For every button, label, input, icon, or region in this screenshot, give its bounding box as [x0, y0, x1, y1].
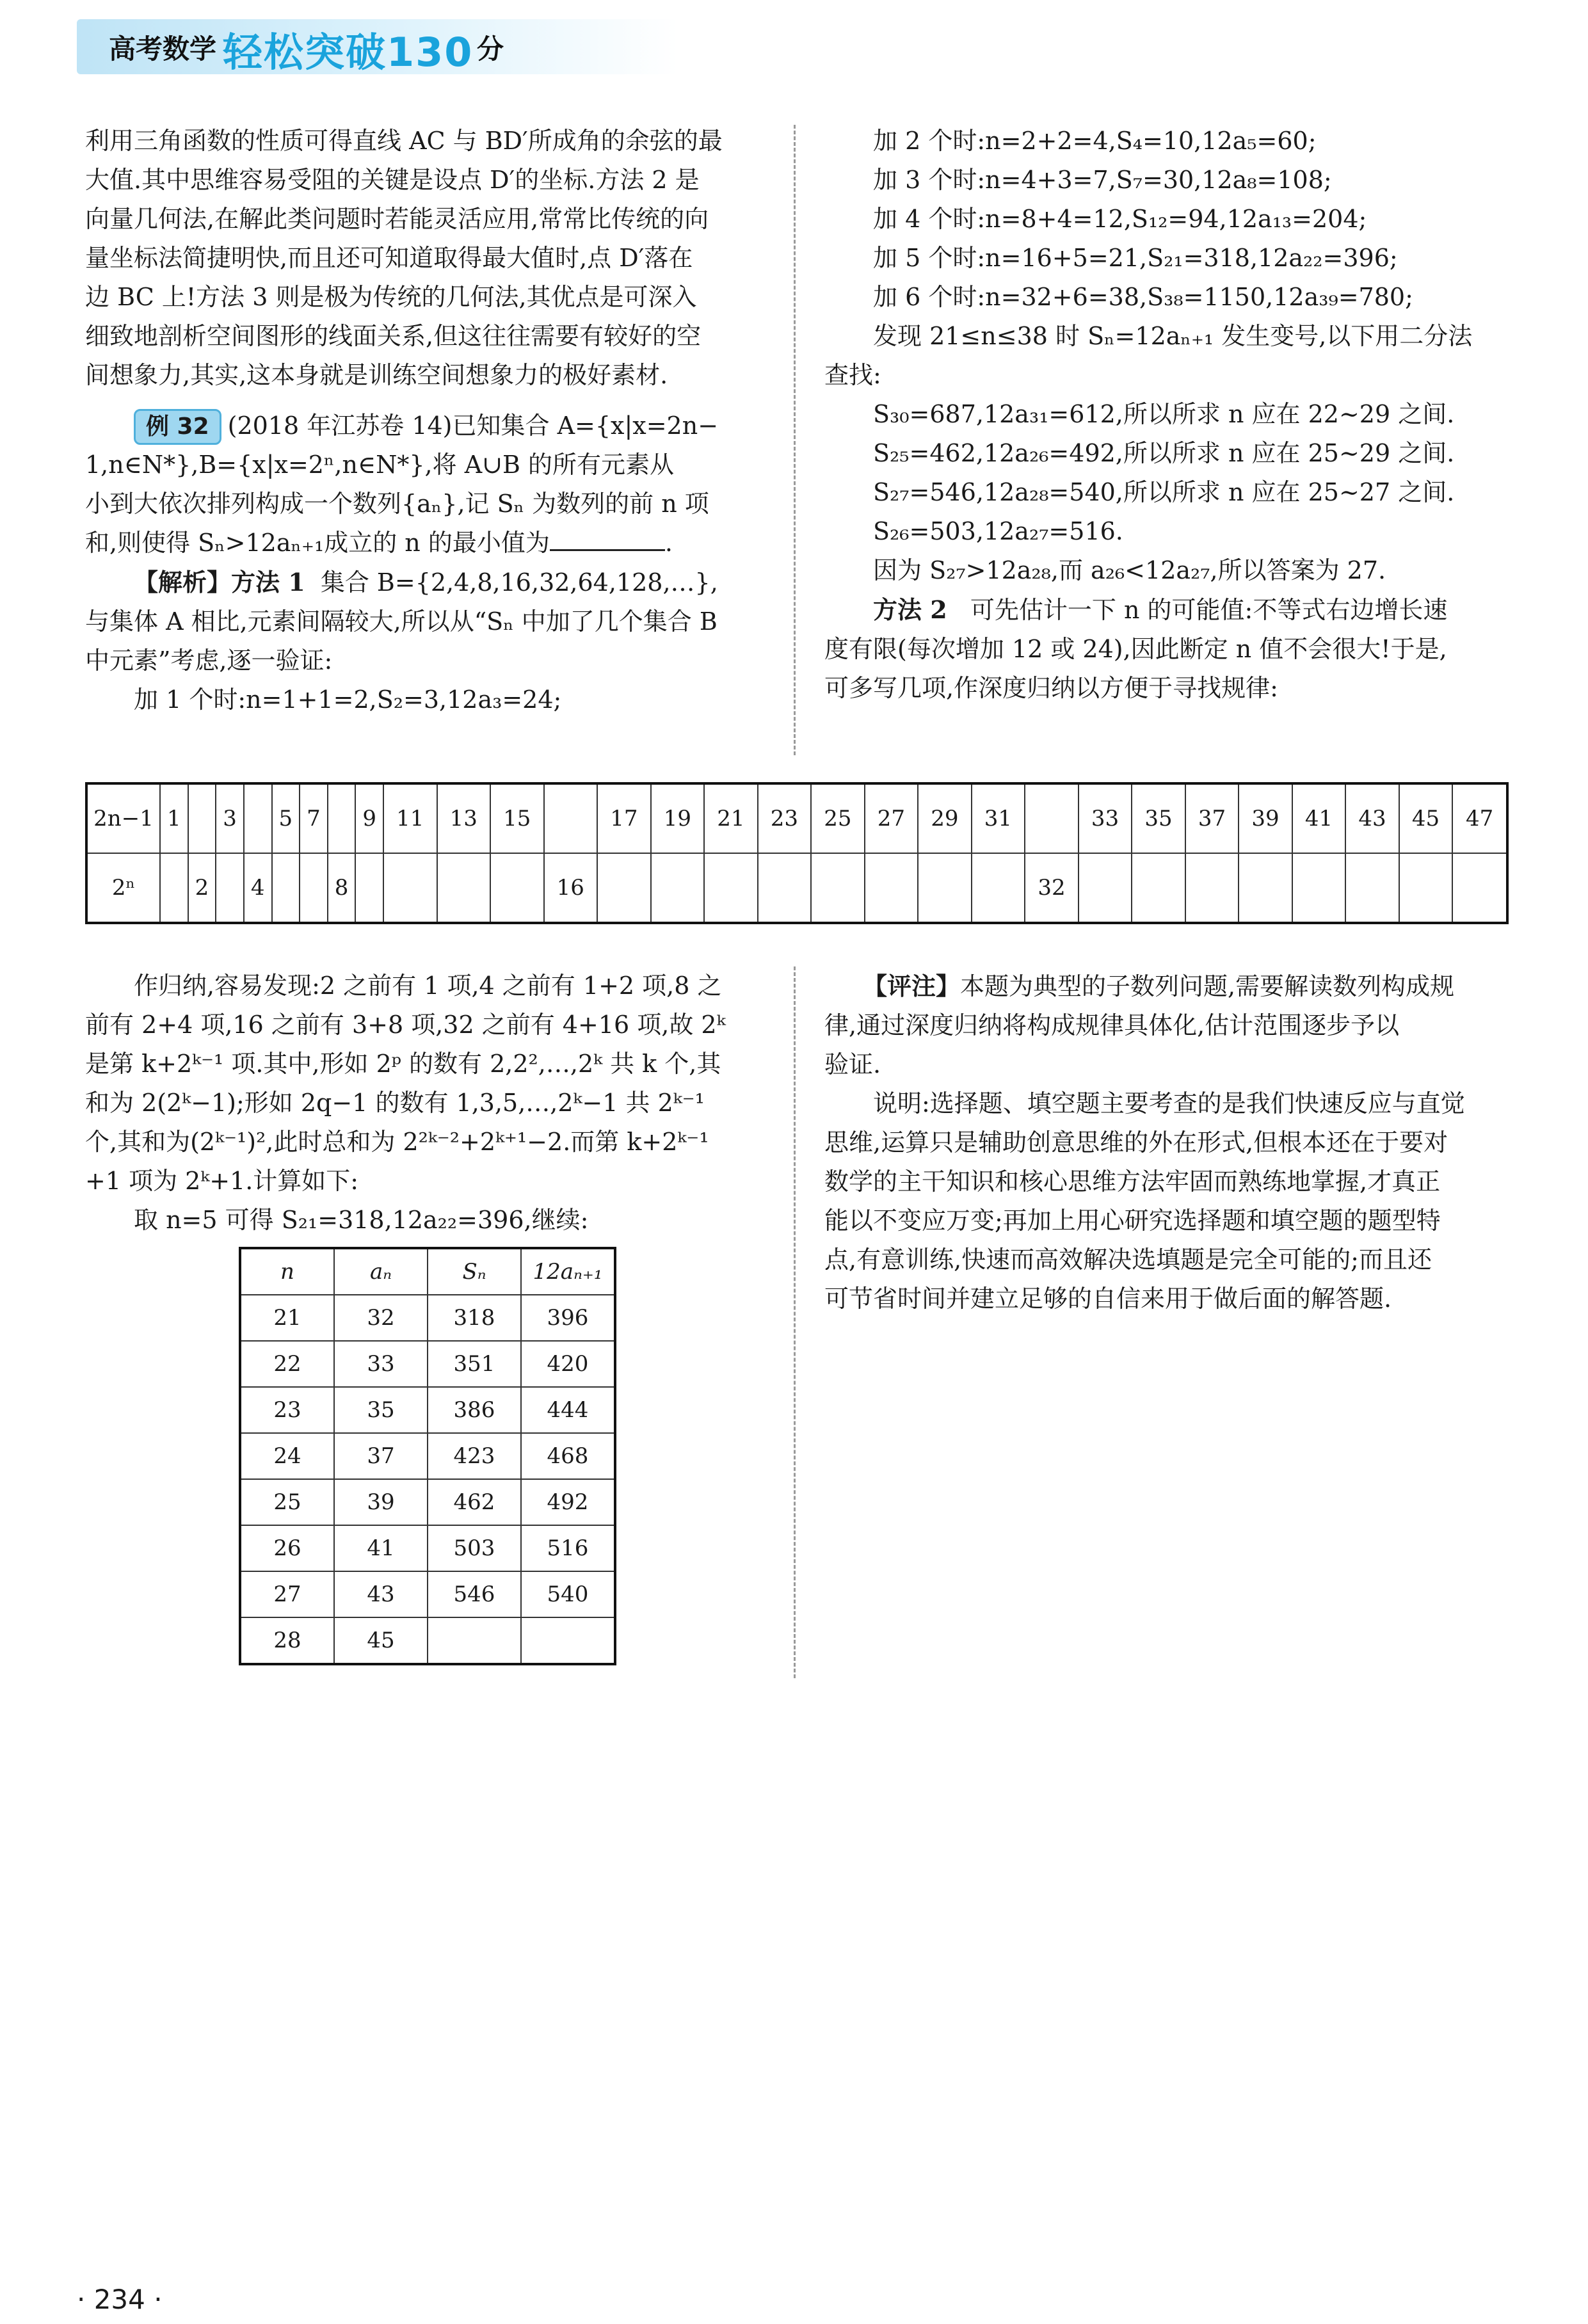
table-row [240, 1295, 615, 1341]
seq-cell-pow [1292, 853, 1346, 923]
comment-label: 【评注】 [863, 972, 961, 1000]
table-cell: 25 [240, 1479, 334, 1525]
table-cell: 39 [334, 1479, 428, 1525]
text-line: +1 项为 2ᵏ+1.计算如下: [85, 1167, 359, 1195]
method2-label: 方法 2 [873, 595, 947, 624]
page-number: · 234 · [77, 2284, 163, 2315]
seq-cell-pow [1132, 853, 1185, 923]
seq-cell-pow [1452, 853, 1507, 923]
text-line: 验证. [824, 1050, 881, 1078]
seq-cell-odd: 13 [437, 783, 491, 853]
table-cell: 462 [428, 1479, 521, 1525]
text-line: 利用三角函数的性质可得直线 AC 与 BD′所成角的余弦的最 [85, 127, 723, 155]
seq-cell-pow: 32 [1025, 853, 1079, 923]
seq-cell-pow [972, 853, 1025, 923]
table-cell: 396 [521, 1295, 615, 1341]
text-line: 前有 2+4 项,16 之前有 3+8 项,32 之前有 4+16 项,故 2ᵏ [85, 1011, 726, 1039]
comment-text: 本题为典型的子数列问题,需要解读数列构成规 [960, 972, 1455, 1000]
text-line: 思维,运算只是辅助创意思维的外在形式,但根本还在于要对 [824, 1128, 1448, 1157]
text-line: 向量几何法,在解此类问题时若能灵活应用,常常比传统的向 [85, 205, 709, 233]
table-cell: 351 [428, 1341, 521, 1387]
text-line: 数学的主干知识和核心思维方法牢固而熟练地掌握,才真正 [824, 1167, 1441, 1196]
table-cell: 503 [428, 1525, 521, 1571]
seq-cell-odd: 11 [383, 783, 437, 853]
seq-cell-odd: 7 [300, 783, 328, 853]
row-label-odd: 2n−1 [86, 783, 160, 853]
text-line: 是第 k+2ᵏ⁻¹ 项.其中,形如 2ᵖ 的数有 2,2²,…,2ᵏ 共 k 个,其 [85, 1050, 721, 1078]
text-line: 取 n=5 可得 S₂₁=318,12a₂₂=396,继续: [134, 1206, 589, 1234]
seq-cell-odd: 37 [1185, 783, 1239, 853]
text-line: 边 BC 上!方法 3 则是极为传统的几何法,其优点是可深入 [85, 283, 697, 311]
example-end: . [664, 529, 673, 557]
table-cell: 23 [240, 1387, 334, 1433]
seq-cell-odd: 41 [1292, 783, 1346, 853]
text-line: 度有限(每次增加 12 或 24),因此断定 n 值不会很大!于是, [824, 635, 1447, 663]
text-line: 中元素”考虑,逐一验证: [85, 646, 333, 675]
seq-cell-odd: 3 [216, 783, 244, 853]
sum-table-header-cell: aₙ [334, 1248, 428, 1295]
text-line: S₃₀=687,12a₃₁=612,所以所求 n 应在 22~29 之间. [873, 400, 1455, 428]
text-line: 小到大依次排列构成一个数列{aₙ},记 Sₙ 为数列的前 n 项 [85, 490, 709, 518]
sum-table-header-cell: 12aₙ₊₁ [521, 1248, 615, 1295]
method2-header [824, 590, 1505, 630]
table-row [240, 1341, 615, 1387]
table-cell: 546 [428, 1571, 521, 1617]
table-cell: 492 [521, 1479, 615, 1525]
text-line: 加 3 个时:n=4+3=7,S₇=30,12a₈=108; [873, 166, 1332, 194]
seq-cell-pow [865, 853, 918, 923]
table-cell: 22 [240, 1341, 334, 1387]
sum-table-header-cell: Sₙ [428, 1248, 521, 1295]
text-line: 和为 2(2ᵏ−1);形如 2q−1 的数有 1,3,5,…,2ᵏ−1 共 2ᵏ⁻¹ [85, 1089, 705, 1117]
sum-table-header [240, 1248, 615, 1295]
table-cell: 21 [240, 1295, 334, 1341]
seq-cell-pow [160, 853, 188, 923]
seq-cell-odd: 27 [865, 783, 918, 853]
seq-cell-pow [437, 853, 491, 923]
table-cell: 540 [521, 1571, 615, 1617]
text-line: 发现 21≤n≤38 时 Sₙ=12aₙ₊₁ 发生变号,以下用二分法 [873, 322, 1473, 350]
table-row [240, 1387, 615, 1433]
text-line: 作归纳,容易发现:2 之前有 1 项,4 之前有 1+2 项,8 之 [134, 972, 722, 1000]
text-line [85, 524, 764, 563]
odd-row [86, 783, 1507, 853]
seq-cell-pow [597, 853, 651, 923]
table-row [240, 1571, 615, 1617]
seq-cell-pow [1399, 853, 1453, 923]
seq-cell-pow: 8 [328, 853, 356, 923]
seq-cell-pow [355, 853, 383, 923]
seq-cell-odd: 19 [651, 783, 705, 853]
table-cell [428, 1617, 521, 1664]
table-cell: 43 [334, 1571, 428, 1617]
text-line: 律,通过深度归纳将构成规律具体化,估计范围逐步予以 [824, 1011, 1400, 1039]
table-cell: 32 [334, 1295, 428, 1341]
table-cell: 28 [240, 1617, 334, 1664]
seq-cell-pow [918, 853, 972, 923]
text-line: 量坐标法简捷明快,而且还可知道取得最大值时,点 D′落在 [85, 244, 693, 272]
seq-cell-odd: 1 [160, 783, 188, 853]
text-line: 加 4 个时:n=8+4=12,S₁₂=94,12a₁₃=204; [873, 205, 1367, 233]
sum-table-header-cell: n [240, 1248, 334, 1295]
text-line: 个,其和为(2ᵏ⁻¹)²,此时总和为 2²ᵏ⁻²+2ᵏ⁺¹−2.而第 k+2ᵏ⁻¹ [85, 1128, 709, 1156]
text-line: 因为 S₂₇>12a₂₈,而 a₂₆<12a₂₇,所以答案为 27. [873, 556, 1386, 584]
table-cell: 444 [521, 1387, 615, 1433]
header-series: 轻松突破130 [223, 29, 474, 76]
analysis-header [85, 563, 764, 602]
sequence-table [85, 782, 1509, 924]
seq-cell-odd [544, 783, 598, 853]
table-row [240, 1525, 615, 1571]
table-cell: 423 [428, 1433, 521, 1479]
seq-cell-pow [216, 853, 244, 923]
right-bottom-column [824, 966, 1505, 1318]
table-cell: 420 [521, 1341, 615, 1387]
seq-cell-odd: 45 [1399, 783, 1453, 853]
left-top-column [85, 122, 764, 719]
example-source: (2018 年江苏卷 14)已知集合 A={x|x=2n− [227, 412, 719, 440]
page-header [77, 19, 678, 74]
right-top-column [824, 122, 1505, 708]
text-line: S₂₇=546,12a₂₈=540,所以所求 n 应在 25~27 之间. [873, 478, 1455, 506]
seq-cell-odd: 33 [1079, 783, 1132, 853]
column-divider [794, 125, 796, 755]
header-unit: 分 [477, 33, 504, 65]
analysis-label: 【解析】方法 1 [134, 568, 305, 597]
example-header [85, 406, 764, 445]
text-line: 1,n∈N*},B={x|x=2ⁿ,n∈N*},将 A∪B 的所有元素从 [85, 451, 674, 479]
pow-row [86, 853, 1507, 923]
seq-cell-pow [383, 853, 437, 923]
example-question: 和,则使得 Sₙ>12aₙ₊₁成立的 n 的最小值为 [85, 529, 550, 557]
seq-cell-pow: 4 [244, 853, 272, 923]
seq-cell-odd [328, 783, 356, 853]
sum-table [239, 1247, 616, 1665]
seq-cell-odd: 43 [1345, 783, 1399, 853]
table-cell: 45 [334, 1617, 428, 1664]
text-line: 加 5 个时:n=16+5=21,S₂₁=318,12a₂₂=396; [873, 244, 1398, 272]
table-cell: 26 [240, 1525, 334, 1571]
text-line: S₂₆=503,12a₂₇=516. [873, 517, 1123, 545]
seq-cell-odd: 31 [972, 783, 1025, 853]
left-bottom-column [85, 966, 764, 1240]
text-line: 加 1 个时:n=1+1=2,S₂=3,12a₃=24; [134, 685, 562, 714]
seq-cell-odd [1025, 783, 1079, 853]
seq-cell-odd: 35 [1132, 783, 1185, 853]
seq-cell-pow [811, 853, 865, 923]
text-line: 可节省时间并建立足够的自信来用于做后面的解答题. [824, 1285, 1392, 1313]
example-badge: 例 32 [134, 409, 221, 445]
table-cell: 35 [334, 1387, 428, 1433]
seq-cell-odd [244, 783, 272, 853]
seq-cell-pow [1079, 853, 1132, 923]
seq-cell-pow [704, 853, 758, 923]
text-line: 大值.其中思维容易受阻的关键是设点 D′的坐标.方法 2 是 [85, 166, 700, 194]
seq-cell-pow [1185, 853, 1239, 923]
table-row [240, 1433, 615, 1479]
row-label-pow: 2ⁿ [86, 853, 160, 923]
table-cell: 386 [428, 1387, 521, 1433]
seq-cell-pow [1345, 853, 1399, 923]
text-line: 能以不变应万变;再加上用心研究选择题和填空题的题型特 [824, 1206, 1441, 1235]
analysis-text: 集合 B={2,4,8,16,32,64,128,…}, [320, 568, 718, 597]
table-row [240, 1617, 615, 1664]
seq-cell-pow [490, 853, 544, 923]
seq-cell-pow [272, 853, 300, 923]
table-cell: 37 [334, 1433, 428, 1479]
text-line: 与集体 A 相比,元素间隔较大,所以从“Sₙ 中加了几个集合 B [85, 607, 718, 636]
seq-cell-odd: 29 [918, 783, 972, 853]
text-line: 间想象力,其实,这本身就是训练空间想象力的极好素材. [85, 361, 668, 389]
seq-cell-pow [651, 853, 705, 923]
table-row [240, 1479, 615, 1525]
table-cell [521, 1617, 615, 1664]
text-line: 加 6 个时:n=32+6=38,S₃₈=1150,12a₃₉=780; [873, 283, 1413, 311]
seq-cell-odd [188, 783, 216, 853]
table-cell: 516 [521, 1525, 615, 1571]
seq-cell-pow [300, 853, 328, 923]
column-divider [794, 966, 796, 1678]
seq-cell-odd: 39 [1239, 783, 1292, 853]
text-line: 细致地剖析空间图形的线面关系,但这往往需要有较好的空 [85, 322, 702, 350]
seq-cell-odd: 15 [490, 783, 544, 853]
seq-cell-odd: 23 [758, 783, 812, 853]
seq-cell-odd: 47 [1452, 783, 1507, 853]
seq-cell-odd: 21 [704, 783, 758, 853]
seq-cell-pow [758, 853, 812, 923]
table-cell: 24 [240, 1433, 334, 1479]
text-line: 加 2 个时:n=2+2=4,S₄=10,12a₅=60; [873, 127, 1317, 155]
seq-cell-odd: 17 [597, 783, 651, 853]
table-cell: 27 [240, 1571, 334, 1617]
seq-cell-odd: 9 [355, 783, 383, 853]
method2-text: 可先估计一下 n 的可能值:不等式右边增长速 [970, 596, 1448, 624]
text-line: 查找: [824, 361, 881, 389]
text-line: S₂₅=462,12a₂₆=492,所以所求 n 应在 25~29 之间. [873, 439, 1455, 467]
text-line: 可多写几项,作深度归纳以方便于寻找规律: [824, 674, 1278, 702]
seq-cell-odd: 25 [811, 783, 865, 853]
seq-cell-pow: 16 [544, 853, 598, 923]
text-line: 点,有意训练,快速而高效解决选填题是完全可能的;而且还 [824, 1246, 1432, 1274]
seq-cell-pow: 2 [188, 853, 216, 923]
header-subject: 高考数学 [109, 33, 217, 65]
table-cell: 33 [334, 1341, 428, 1387]
table-cell: 468 [521, 1433, 615, 1479]
answer-blank [550, 524, 665, 551]
comment-paragraph [824, 966, 1505, 1006]
table-cell: 318 [428, 1295, 521, 1341]
text-line: 说明:选择题、填空题主要考查的是我们快速反应与直觉 [873, 1089, 1465, 1118]
table-cell: 41 [334, 1525, 428, 1571]
seq-cell-pow [1239, 853, 1292, 923]
seq-cell-odd: 5 [272, 783, 300, 853]
